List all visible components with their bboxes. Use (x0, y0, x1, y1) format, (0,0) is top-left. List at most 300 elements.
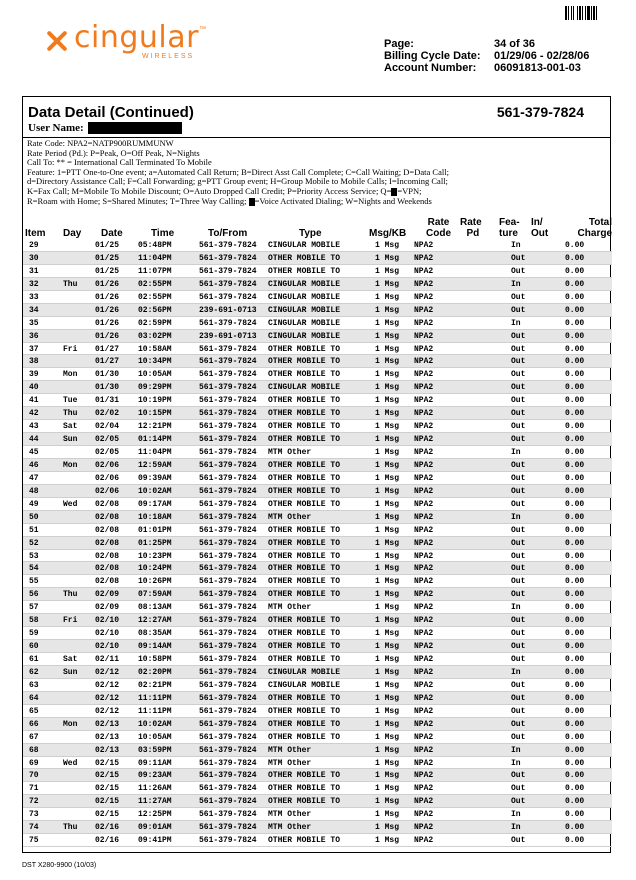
cell-type: OTHER MOBILE TO (268, 460, 341, 470)
cell-rate-code: NPA2 (414, 435, 434, 445)
cell-day: Mon (63, 460, 78, 470)
cell-tofrom: 561-379-7824 (199, 564, 257, 574)
cell-date: 01/26 (95, 305, 120, 315)
cell-msgkb: 1 Msg (375, 616, 400, 626)
col-feature-1: Fea- (499, 217, 520, 228)
redaction-bar (88, 122, 182, 134)
cell-msgkb: 1 Msg (375, 590, 400, 600)
cell-date: 01/26 (95, 331, 120, 341)
cell-msgkb: 1 Msg (375, 823, 400, 833)
cell-rate-code: NPA2 (414, 538, 434, 548)
cell-day: Sun (63, 435, 78, 445)
cell-msgkb: 1 Msg (375, 810, 400, 820)
cell-inout: In (511, 318, 521, 328)
cell-type: OTHER MOBILE TO (268, 266, 341, 276)
cell-tofrom: 239-691-0713 (199, 305, 257, 315)
cell-type: MTM Other (268, 745, 312, 755)
cell-tofrom: 561-379-7824 (199, 318, 257, 328)
cell-tofrom: 239-691-0713 (199, 331, 257, 341)
cell-type: CINGULAR MOBILE (268, 331, 341, 341)
cell-total: 0.00 (565, 745, 585, 755)
cell-type: OTHER MOBILE TO (268, 409, 341, 419)
cell-tofrom: 561-379-7824 (199, 460, 257, 470)
cell-date: 02/12 (95, 693, 120, 703)
cingular-x-icon (44, 28, 70, 54)
cell-total: 0.00 (565, 616, 585, 626)
legend-text: =VPN; (397, 185, 422, 196)
cell-item: 43 (29, 422, 39, 432)
cell-day: Wed (63, 499, 78, 509)
cell-type: CINGULAR MOBILE (268, 241, 341, 250)
cell-date: 02/06 (95, 473, 120, 483)
brand-name: cingular (74, 20, 199, 55)
cell-rate-code: NPA2 (414, 836, 434, 846)
cell-time: 02:20PM (138, 667, 172, 677)
cell-time: 02:21PM (138, 680, 172, 690)
table-row (23, 317, 612, 330)
cell-inout: Out (511, 629, 526, 639)
cell-inout: In (511, 758, 521, 768)
cell-type: OTHER MOBILE TO (268, 357, 341, 367)
cell-rate-code: NPA2 (414, 680, 434, 690)
cell-time: 10:26PM (138, 577, 172, 587)
cell-date: 02/11 (95, 655, 120, 664)
cell-rate-code: NPA2 (414, 745, 434, 755)
cell-inout: Out (511, 292, 526, 302)
table-row (23, 666, 612, 679)
cell-inout: Out (511, 486, 526, 496)
cell-msgkb: 1 Msg (375, 771, 400, 781)
cell-item: 33 (29, 292, 39, 302)
cell-total: 0.00 (565, 266, 585, 276)
cell-item: 53 (29, 551, 39, 561)
cell-msgkb: 1 Msg (375, 357, 400, 367)
cell-date: 02/08 (95, 525, 120, 535)
cell-type: CINGULAR MOBILE (268, 667, 341, 677)
table-row (23, 575, 612, 588)
cell-date: 01/25 (95, 266, 120, 276)
cell-tofrom: 561-379-7824 (199, 551, 257, 561)
user-name-label: User Name: (28, 122, 84, 134)
col-rate-code-2: Code (426, 228, 451, 239)
cell-time: 02:56PM (138, 305, 172, 315)
cell-total: 0.00 (565, 525, 585, 535)
cell-tofrom: 561-379-7824 (199, 357, 257, 367)
cell-day: Mon (63, 370, 78, 380)
cell-msgkb: 1 Msg (375, 486, 400, 496)
cell-inout: Out (511, 706, 526, 716)
table-row (23, 834, 612, 847)
table-row (23, 252, 612, 265)
col-msgkb: Msg/KB (369, 228, 407, 239)
cell-rate-code: NPA2 (414, 279, 434, 289)
cell-rate-code: NPA2 (414, 810, 434, 820)
cell-type: OTHER MOBILE TO (268, 564, 341, 574)
cell-inout: Out (511, 499, 526, 509)
cell-type: OTHER MOBILE TO (268, 797, 341, 807)
cell-tofrom: 561-379-7824 (199, 810, 257, 820)
cell-item: 73 (29, 810, 39, 820)
cell-total: 0.00 (565, 331, 585, 341)
cell-rate-code: NPA2 (414, 655, 434, 664)
cell-date: 02/16 (95, 823, 120, 833)
cell-type: OTHER MOBILE TO (268, 655, 341, 664)
cell-date: 02/09 (95, 590, 120, 600)
cell-date: 02/12 (95, 667, 120, 677)
column-headers (23, 215, 612, 239)
table-row (23, 627, 612, 640)
cell-time: 11:27AM (138, 797, 172, 807)
cell-type: OTHER MOBILE TO (268, 590, 341, 600)
cell-item: 39 (29, 370, 39, 380)
cell-rate-code: NPA2 (414, 460, 434, 470)
cell-inout: Out (511, 784, 526, 794)
table-row (23, 381, 612, 394)
cell-day: Thu (63, 409, 78, 419)
cell-rate-code: NPA2 (414, 292, 434, 302)
cell-tofrom: 561-379-7824 (199, 771, 257, 781)
cell-inout: Out (511, 693, 526, 703)
form-code: DST X280-9900 (10/03) (22, 862, 97, 869)
table-row (23, 446, 612, 459)
cell-type: OTHER MOBILE TO (268, 499, 341, 509)
cell-time: 12:59AM (138, 460, 172, 470)
cell-item: 71 (29, 784, 39, 794)
table-row (23, 782, 612, 795)
cell-tofrom: 561-379-7824 (199, 680, 257, 690)
table-row (23, 459, 612, 472)
cell-time: 02:55PM (138, 292, 172, 302)
cell-inout: In (511, 810, 521, 820)
cell-msgkb: 1 Msg (375, 305, 400, 315)
cell-msgkb: 1 Msg (375, 383, 400, 393)
cell-rate-code: NPA2 (414, 486, 434, 496)
billing-header (384, 38, 589, 74)
cell-rate-code: NPA2 (414, 383, 434, 393)
cell-time: 10:58PM (138, 655, 172, 664)
cell-date: 02/15 (95, 810, 120, 820)
table-row (23, 524, 612, 537)
cell-total: 0.00 (565, 551, 585, 561)
cell-tofrom: 561-379-7824 (199, 279, 257, 289)
cell-total: 0.00 (565, 292, 585, 302)
brand-tm: ™ (198, 26, 206, 33)
table-row (23, 433, 612, 446)
cell-inout: Out (511, 680, 526, 690)
cell-date: 02/06 (95, 486, 120, 496)
barcode (565, 6, 601, 20)
cell-rate-code: NPA2 (414, 667, 434, 677)
table-row (23, 394, 612, 407)
cell-date: 02/15 (95, 771, 120, 781)
cell-rate-code: NPA2 (414, 357, 434, 367)
cell-inout: In (511, 603, 521, 613)
cell-total: 0.00 (565, 241, 585, 250)
cell-total: 0.00 (565, 642, 585, 652)
cell-time: 05:48PM (138, 241, 172, 250)
cell-type: CINGULAR MOBILE (268, 680, 341, 690)
cell-msgkb: 1 Msg (375, 732, 400, 742)
table-row (23, 601, 612, 614)
cell-item: 63 (29, 680, 39, 690)
cell-item: 35 (29, 318, 39, 328)
cell-time: 12:21PM (138, 422, 172, 432)
cell-date: 02/15 (95, 784, 120, 794)
table-row (23, 420, 612, 433)
cell-item: 44 (29, 435, 39, 445)
cell-rate-code: NPA2 (414, 473, 434, 483)
cell-inout: In (511, 448, 521, 457)
cell-total: 0.00 (565, 836, 585, 846)
cell-type: OTHER MOBILE TO (268, 344, 341, 354)
cell-item: 41 (29, 396, 39, 406)
cell-type: OTHER MOBILE TO (268, 719, 341, 729)
cell-time: 10:34PM (138, 357, 172, 367)
cell-rate-code: NPA2 (414, 577, 434, 587)
cell-date: 02/05 (95, 448, 120, 457)
cell-date: 02/10 (95, 616, 120, 626)
cell-tofrom: 561-379-7824 (199, 396, 257, 406)
cell-inout: Out (511, 525, 526, 535)
cell-tofrom: 561-379-7824 (199, 719, 257, 729)
cell-total: 0.00 (565, 667, 585, 677)
cell-msgkb: 1 Msg (375, 758, 400, 768)
col-rate-code-1: Rate (427, 217, 450, 228)
cell-tofrom: 561-379-7824 (199, 538, 257, 548)
cell-day: Thu (63, 279, 78, 289)
col-item: Item (25, 228, 46, 239)
cell-date: 02/13 (95, 719, 120, 729)
cell-rate-code: NPA2 (414, 642, 434, 652)
cell-type: OTHER MOBILE TO (268, 422, 341, 432)
cell-rate-code: NPA2 (414, 241, 434, 250)
col-day: Day (63, 228, 82, 239)
table-row (23, 265, 612, 278)
cell-inout: Out (511, 357, 526, 367)
cell-msgkb: 1 Msg (375, 448, 400, 457)
cell-total: 0.00 (565, 590, 585, 600)
cell-date: 02/09 (95, 603, 120, 613)
cell-item: 68 (29, 745, 39, 755)
col-tofrom: To/From (208, 228, 248, 239)
cell-inout: Out (511, 435, 526, 445)
cell-msgkb: 1 Msg (375, 370, 400, 380)
cell-time: 09:14AM (138, 642, 172, 652)
cell-msgkb: 1 Msg (375, 266, 400, 276)
col-feature-2: ture (499, 228, 518, 239)
cell-inout: In (511, 823, 521, 833)
cell-msgkb: 1 Msg (375, 836, 400, 846)
cell-time: 11:26AM (138, 784, 172, 794)
cell-type: OTHER MOBILE TO (268, 525, 341, 535)
table-row (23, 485, 612, 498)
cell-rate-code: NPA2 (414, 331, 434, 341)
cell-rate-code: NPA2 (414, 305, 434, 315)
cell-inout: Out (511, 590, 526, 600)
cell-tofrom: 561-379-7824 (199, 642, 257, 652)
table-row (23, 769, 612, 782)
cell-total: 0.00 (565, 603, 585, 613)
cycle-value: 01/29/06 - 02/28/06 (494, 50, 590, 62)
cell-tofrom: 561-379-7824 (199, 253, 257, 263)
table-row (23, 795, 612, 808)
cell-item: 37 (29, 344, 39, 354)
table-row (23, 511, 612, 524)
cell-date: 01/25 (95, 253, 120, 263)
table-row (23, 343, 612, 356)
cell-msgkb: 1 Msg (375, 512, 400, 522)
table-row (23, 718, 612, 731)
data-detail-section (22, 96, 611, 853)
page-label: Page: (384, 38, 414, 50)
cell-total: 0.00 (565, 629, 585, 639)
col-time: Time (151, 228, 175, 239)
cell-item: 56 (29, 590, 39, 600)
cell-inout: Out (511, 253, 526, 263)
cell-inout: Out (511, 266, 526, 276)
cell-inout: Out (511, 771, 526, 781)
cell-type: OTHER MOBILE TO (268, 706, 341, 716)
cell-time: 09:23AM (138, 771, 172, 781)
cell-msgkb: 1 Msg (375, 344, 400, 354)
section-phone: 561-379-7824 (496, 104, 584, 120)
cell-msgkb: 1 Msg (375, 279, 400, 289)
cell-item: 62 (29, 667, 39, 677)
cell-item: 58 (29, 616, 39, 626)
cell-inout: Out (511, 642, 526, 652)
cell-total: 0.00 (565, 823, 585, 833)
legend-text: =Voice Activated Dialing; W=Nights and Weekends (254, 195, 432, 206)
col-rate-code (426, 217, 451, 239)
cell-rate-code: NPA2 (414, 525, 434, 535)
table-row (23, 304, 612, 317)
cell-rate-code: NPA2 (414, 396, 434, 406)
table-row (23, 640, 612, 653)
cell-date: 02/08 (95, 512, 120, 522)
cell-inout: Out (511, 473, 526, 483)
legend-text: R=Roam with Home; S=Shared Minutes; T=Three Way Calling; (27, 195, 249, 206)
cell-tofrom: 561-379-7824 (199, 422, 257, 432)
legend-line: Feature: 1=PTT One-to-One event; a=Automated Call Return; B=Direct Asst Call Complete; C=Call Waiting; D=Data Call; (27, 166, 449, 177)
cell-type: OTHER MOBILE TO (268, 396, 341, 406)
cell-item: 51 (29, 525, 39, 535)
cell-day: Sun (63, 667, 78, 677)
cell-total: 0.00 (565, 344, 585, 354)
cell-item: 45 (29, 448, 39, 457)
cell-type: OTHER MOBILE TO (268, 616, 341, 626)
cell-date: 02/08 (95, 551, 120, 561)
cell-time: 10:05AM (138, 732, 172, 742)
cell-total: 0.00 (565, 253, 585, 263)
cell-tofrom: 561-379-7824 (199, 409, 257, 419)
cell-total: 0.00 (565, 435, 585, 445)
cell-total: 0.00 (565, 784, 585, 794)
cell-item: 47 (29, 473, 39, 483)
cell-rate-code: NPA2 (414, 706, 434, 716)
cell-inout: Out (511, 797, 526, 807)
cell-inout: Out (511, 616, 526, 626)
cell-msgkb: 1 Msg (375, 409, 400, 419)
cell-type: OTHER MOBILE TO (268, 473, 341, 483)
cell-date: 01/27 (95, 357, 120, 367)
cell-time: 08:35AM (138, 629, 172, 639)
cell-type: OTHER MOBILE TO (268, 435, 341, 445)
cell-inout: In (511, 667, 521, 677)
cell-msgkb: 1 Msg (375, 422, 400, 432)
section-titlebar (23, 97, 610, 138)
cell-time: 01:01PM (138, 525, 172, 535)
cell-time: 11:04PM (138, 253, 172, 263)
cell-inout: Out (511, 460, 526, 470)
cell-item: 30 (29, 253, 39, 263)
cell-item: 36 (29, 331, 39, 341)
cell-time: 12:25PM (138, 810, 172, 820)
cell-item: 75 (29, 836, 39, 846)
cell-total: 0.00 (565, 305, 585, 315)
cell-type: CINGULAR MOBILE (268, 305, 341, 315)
code-legend (27, 139, 607, 206)
cell-type: OTHER MOBILE TO (268, 629, 341, 639)
cell-time: 11:07PM (138, 266, 172, 276)
cell-total: 0.00 (565, 758, 585, 768)
cell-inout: Out (511, 305, 526, 315)
cell-total: 0.00 (565, 693, 585, 703)
cell-item: 54 (29, 564, 39, 574)
cell-rate-code: NPA2 (414, 590, 434, 600)
table-row (23, 562, 612, 575)
cell-item: 72 (29, 797, 39, 807)
cell-total: 0.00 (565, 460, 585, 470)
legend-line: Call To: ** = International Call Terminated To Mobile (27, 157, 212, 168)
cell-date: 02/12 (95, 680, 120, 690)
cell-date: 01/25 (95, 241, 120, 250)
cell-total: 0.00 (565, 680, 585, 690)
cell-total: 0.00 (565, 771, 585, 781)
cell-date: 02/13 (95, 732, 120, 742)
cell-msgkb: 1 Msg (375, 525, 400, 535)
cell-date: 01/27 (95, 344, 120, 354)
legend-text: K=Fax Call; M=Mobile To Mobile Discount; O=Auto Dropped Call Credit; P=Priority Access Service; Q= (27, 185, 392, 196)
cell-time: 11:11PM (138, 693, 172, 703)
cell-time: 11:04PM (138, 448, 172, 457)
cell-msgkb: 1 Msg (375, 797, 400, 807)
cell-tofrom: 561-379-7824 (199, 706, 257, 716)
cell-inout: Out (511, 836, 526, 846)
cell-total: 0.00 (565, 797, 585, 807)
cell-tofrom: 561-379-7824 (199, 370, 257, 380)
table-row (23, 278, 612, 291)
col-inout-1: In/ (531, 217, 543, 228)
cell-time: 03:02PM (138, 331, 172, 341)
cell-item: 31 (29, 266, 39, 276)
cell-rate-code: NPA2 (414, 253, 434, 263)
cell-date: 02/08 (95, 538, 120, 548)
cell-time: 10:02AM (138, 719, 172, 729)
cell-day: Sat (63, 655, 78, 664)
cell-total: 0.00 (565, 719, 585, 729)
cell-date: 01/26 (95, 292, 120, 302)
col-rate-pd (460, 217, 482, 239)
col-total-1: Total (588, 217, 612, 228)
cell-date: 01/26 (95, 279, 120, 289)
table-row (23, 330, 612, 343)
cell-rate-code: NPA2 (414, 448, 434, 457)
cell-rate-code: NPA2 (414, 719, 434, 729)
cell-item: 60 (29, 642, 39, 652)
cell-time: 01:25PM (138, 538, 172, 548)
cell-type: OTHER MOBILE TO (268, 577, 341, 587)
col-rate-pd-2: Pd (466, 228, 480, 239)
